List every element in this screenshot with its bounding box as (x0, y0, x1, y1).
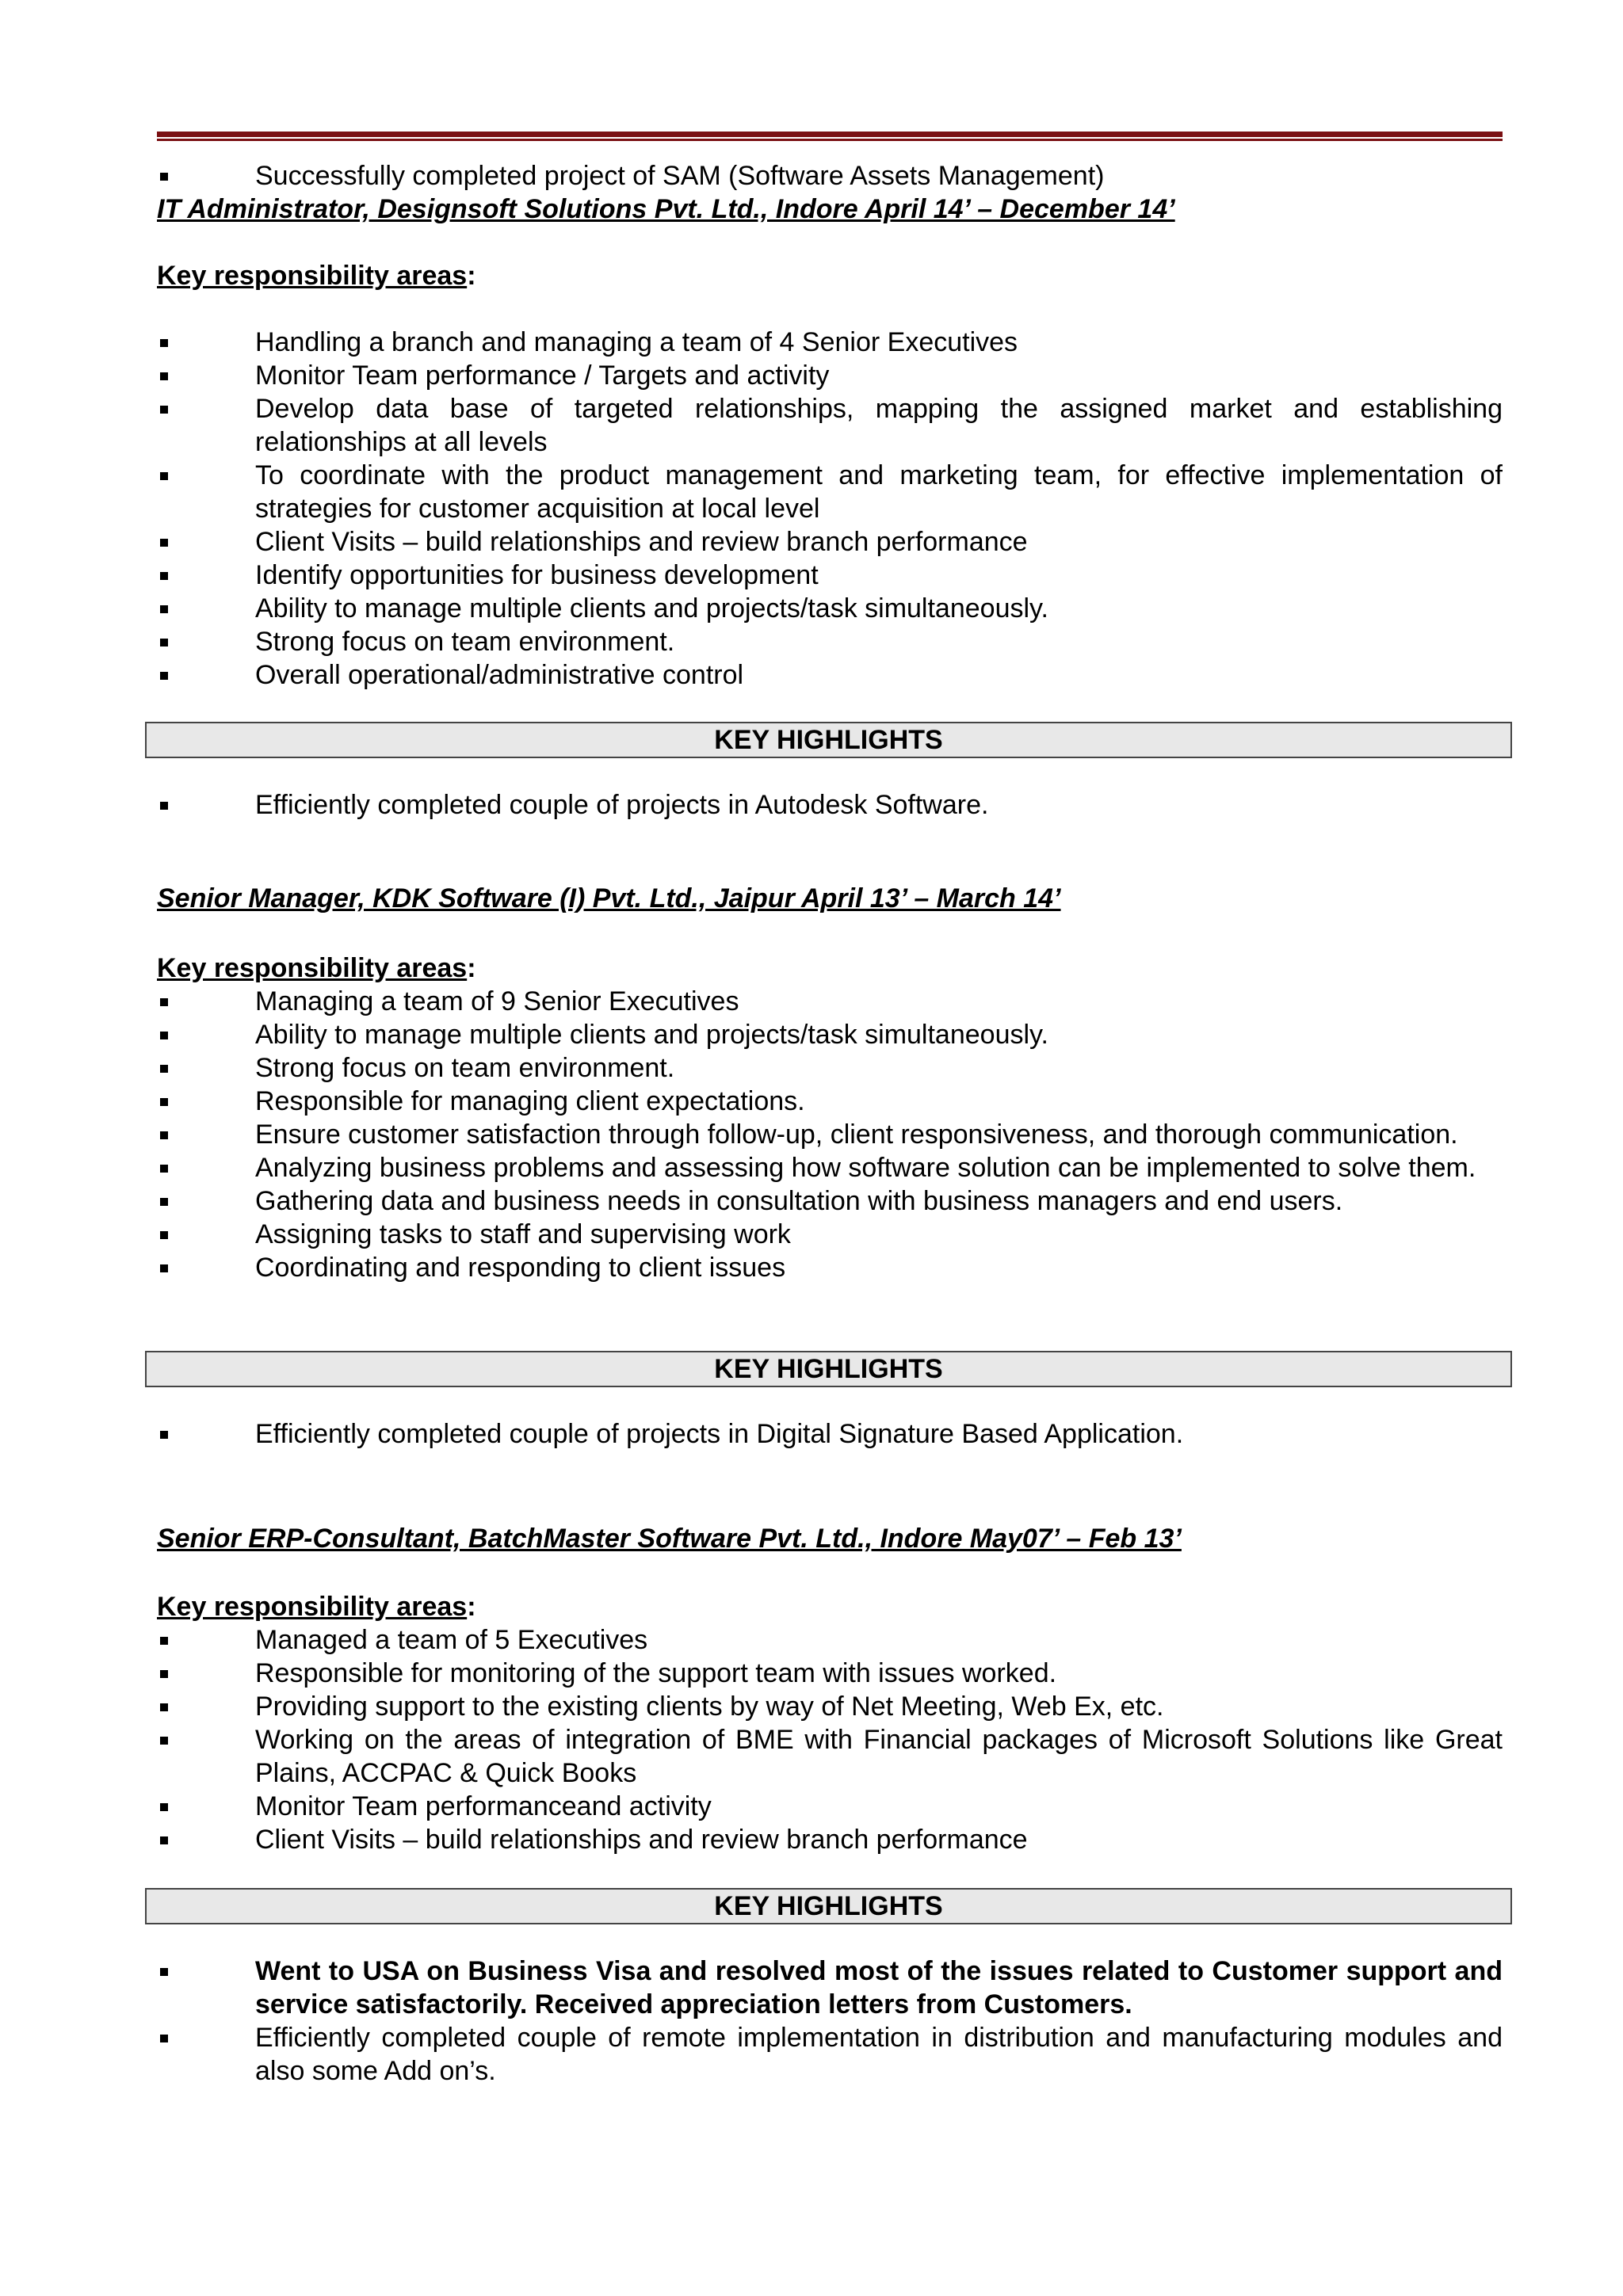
list-item: Ability to manage multiple clients and projects/task simultaneously. (255, 1018, 1503, 1051)
header-rule-thick (157, 132, 1503, 137)
list-item: Strong focus on team environment. (255, 1051, 1503, 1085)
list-item: Analyzing business problems and assessing how software solution can be implemented to solve them. (255, 1151, 1503, 1184)
kra-label: Key responsibility areas (157, 953, 468, 983)
key-highlights-heading: KEY HIGHLIGHTS (145, 722, 1512, 758)
responsibility-list (157, 985, 1503, 1284)
list-item: Identify opportunities for business development (255, 559, 1503, 592)
list-item: Efficiently completed couple of projects in Digital Signature Based Application. (255, 1417, 1503, 1451)
list-item: Develop data base of targeted relationships, mapping the assigned market and establishing relationships at all levels (255, 394, 1503, 457)
list-item: Overall operational/administrative control (255, 658, 1503, 692)
list-item: Managing a team of 9 Senior Executives (255, 985, 1503, 1018)
kra-heading (157, 1590, 1503, 1623)
key-highlights-heading: KEY HIGHLIGHTS (145, 1888, 1512, 1924)
kra-colon: : (467, 261, 476, 291)
responsibility-list (157, 1623, 1503, 1856)
kra-label: Key responsibility areas (157, 261, 468, 291)
highlights-list (157, 1955, 1503, 2088)
list-item: Monitor Team performanceand activity (255, 1790, 1503, 1823)
intro-list (157, 159, 1503, 193)
list-item: Managed a team of 5 Executives (255, 1623, 1503, 1657)
job-title: IT Administrator, Designsoft Solutions Pvt. Ltd., Indore April 14’ – December 14’ (157, 194, 1175, 224)
list-item: Successfully completed project of SAM (Software Assets Management) (255, 159, 1503, 193)
kra-label: Key responsibility areas (157, 1592, 468, 1622)
list-item: Coordinating and responding to client issues (255, 1251, 1503, 1284)
kra-colon: : (467, 953, 476, 983)
list-item: Gathering data and business needs in consultation with business managers and end users. (255, 1184, 1503, 1218)
list-item: Providing support to the existing clients by way of Net Meeting, Web Ex, etc. (255, 1690, 1503, 1723)
kra-colon: : (467, 1592, 476, 1622)
job-title: Senior Manager, KDK Software (I) Pvt. Ltd., Jaipur April 13’ – March 14’ (157, 883, 1061, 913)
list-item: Efficiently completed couple of projects in Autodesk Software. (255, 788, 1503, 822)
resume-page (157, 159, 1503, 2088)
list-item: Ensure customer satisfaction through follow-up, client responsiveness, and thorough communication. (255, 1118, 1503, 1151)
list-item: Responsible for monitoring of the support team with issues worked. (255, 1657, 1503, 1690)
list-item: Ability to manage multiple clients and projects/task simultaneously. (255, 592, 1503, 625)
list-item: To coordinate with the product management and marketing team, for effective implementation of strategies for customer acquisition at local level (255, 460, 1503, 524)
kra-heading (157, 259, 1503, 292)
list-item: Efficiently completed couple of remote implementation in distribution and manufacturing modules and also some Add on’s. (255, 2023, 1503, 2086)
responsibility-list (157, 326, 1503, 692)
list-item: Responsible for managing client expectations. (255, 1085, 1503, 1118)
list-item: Client Visits – build relationships and review branch performance (255, 1823, 1503, 1856)
list-item: Working on the areas of integration of BME with Financial packages of Microsoft Solutions like Great Plains, ACCPAC & Quick Books (255, 1725, 1503, 1788)
kra-heading (157, 952, 1503, 985)
job-title: Senior ERP-Consultant, BatchMaster Software Pvt. Ltd., Indore May07’ – Feb 13’ (157, 1524, 1182, 1554)
list-item: Went to USA on Business Visa and resolved most of the issues related to Customer support and service satisfactorily. Received appreciation letters from Customers. (255, 1956, 1503, 2019)
list-item: Strong focus on team environment. (255, 625, 1503, 658)
list-item: Client Visits – build relationships and review branch performance (255, 525, 1503, 559)
list-item: Handling a branch and managing a team of 4 Senior Executives (255, 326, 1503, 359)
list-item: Assigning tasks to staff and supervising work (255, 1218, 1503, 1251)
key-highlights-heading: KEY HIGHLIGHTS (145, 1351, 1512, 1387)
list-item: Monitor Team performance / Targets and activity (255, 359, 1503, 392)
highlights-list (157, 1417, 1503, 1451)
highlights-list (157, 788, 1503, 822)
header-rule-thin (157, 139, 1503, 141)
